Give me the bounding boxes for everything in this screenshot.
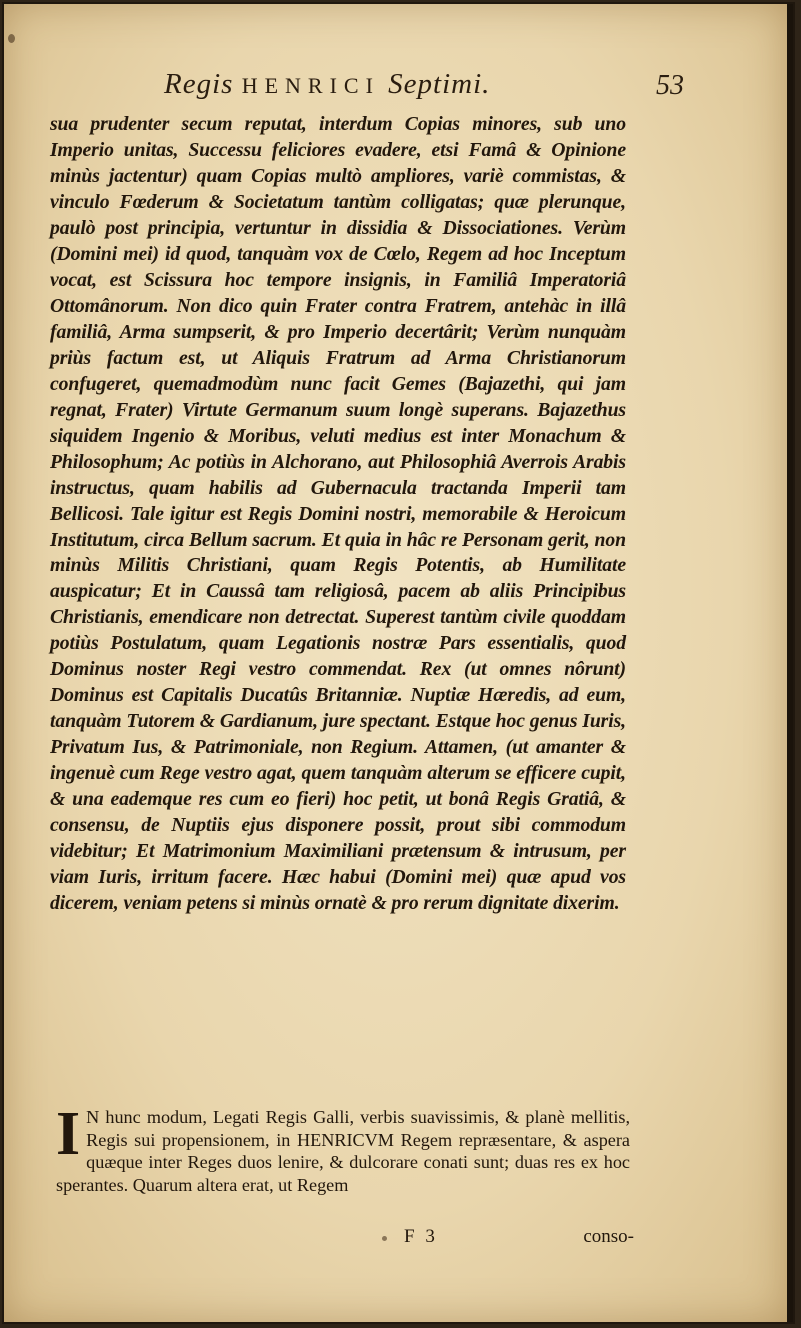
book-page: [4, 4, 793, 1322]
catchword: conso-: [583, 1226, 634, 1247]
running-head-caps: HENRICI: [241, 73, 380, 98]
signature-mark: F 3: [404, 1226, 438, 1247]
running-head: [164, 68, 490, 101]
narrative-paragraph: N hunc modum, Legati Regis Galli, verbis suavissimis, & planè mellitis, Regis sui propensionem, in HENRICVM Regem repræsentare, & aspera quæque inter Reges duos lenire, & dulcorare conati sunt; duas res ex hoc sperantes. Quarum altera erat, ut Regem: [56, 1107, 630, 1195]
main-text-block: [50, 112, 626, 1072]
narrative-section: [56, 1100, 630, 1226]
running-head-pre: Regis: [164, 68, 234, 100]
page-footer: [64, 1226, 634, 1250]
drop-cap: I: [56, 1100, 81, 1168]
speech-paragraph: sua prudenter secum reputat, interdum Copias minores, sub uno Imperio unitas, Successu feliciores evadere, etsi Famâ & Opinione minùs jactentur) quam Copias multò ampliores, variè commistas, & vinculo Fœderum & Societatum tantùm colligatas; quæ plerunque, paulò post principia, vertuntur in dissidia & Dissociationes. Verùm (Domini mei) id quod, tanquàm vox de Cœlo, Regem ad hoc Inceptum vocat, est Scissura hoc tempore insignis, in Familiâ Imperatoriâ Ottomânorum. Non dico quin Frater contra Fratrem, antehàc in illâ familiâ, Arma sumpserit, & pro Imperio decertârit; Verùm nunquàm priùs factum est, ut Aliquis Fratrum ad Arma Christianorum confugeret, quemadmodùm nunc facit Gemes (Bajazethi, qui jam regnat, Frater) Virtute Germanum suum longè superans. Bajazethus siquidem Ingenio & Moribus, veluti medius est inter Monachum & Philosophum; Ac potiùs in Alchorano, aut Philosophiâ Averrois Arabis instructus, quam habilis ad Gubernacula tractanda Imperii tam Bellicosi. Tale igitur est Regis Domini nostri, memorabile & Heroicum Institutum, circa Bellum sacrum. Et quia in hâc re Personam gerit, non minùs Militis Christiani, quam Regis Potentis, ab Humilitate auspicatur; Et in Caussâ tam religiosâ, pacem ab aliis Principibus Christianis, emendicare non detrectat. Superest tantùm civile quoddam potiùs Postulatum, quam Legationis nostræ Pars essentialis, quod Dominus noster Regi vestro commendat. Rex (ut omnes nôrunt) Dominus est Capitalis Ducatûs Britanniæ. Nuptiæ Hæredis, ad eum, tanquàm Tutorem & Gardianum, jure spectant. Estque hoc genus Iuris, Privatum Ius, & Patrimoniale, non Regium. Attamen, (ut amanter & ingenuè cum Rege vestro agat, quem tanquàm alterum se efficere cupit, & una eademque res cum eo fieri) hoc petit, ut bonâ Regis Gratiâ, & consensu, de Nuptiis ejus disponere possit, prout sibi commodum videbitur; Et Matrimonium Maximiliani prætensum & intrusum, per viam Iuris, irritum facere. Hæc habui (Domini mei) quæ apud vos dicerem, veniam petens si minùs ornatè & pro rerum dignitate dixerim.: [50, 113, 626, 915]
running-head-post: Septimi.: [388, 68, 491, 100]
ink-spot: [8, 34, 15, 43]
page-header: [164, 68, 684, 108]
page-number: 53: [656, 70, 684, 101]
